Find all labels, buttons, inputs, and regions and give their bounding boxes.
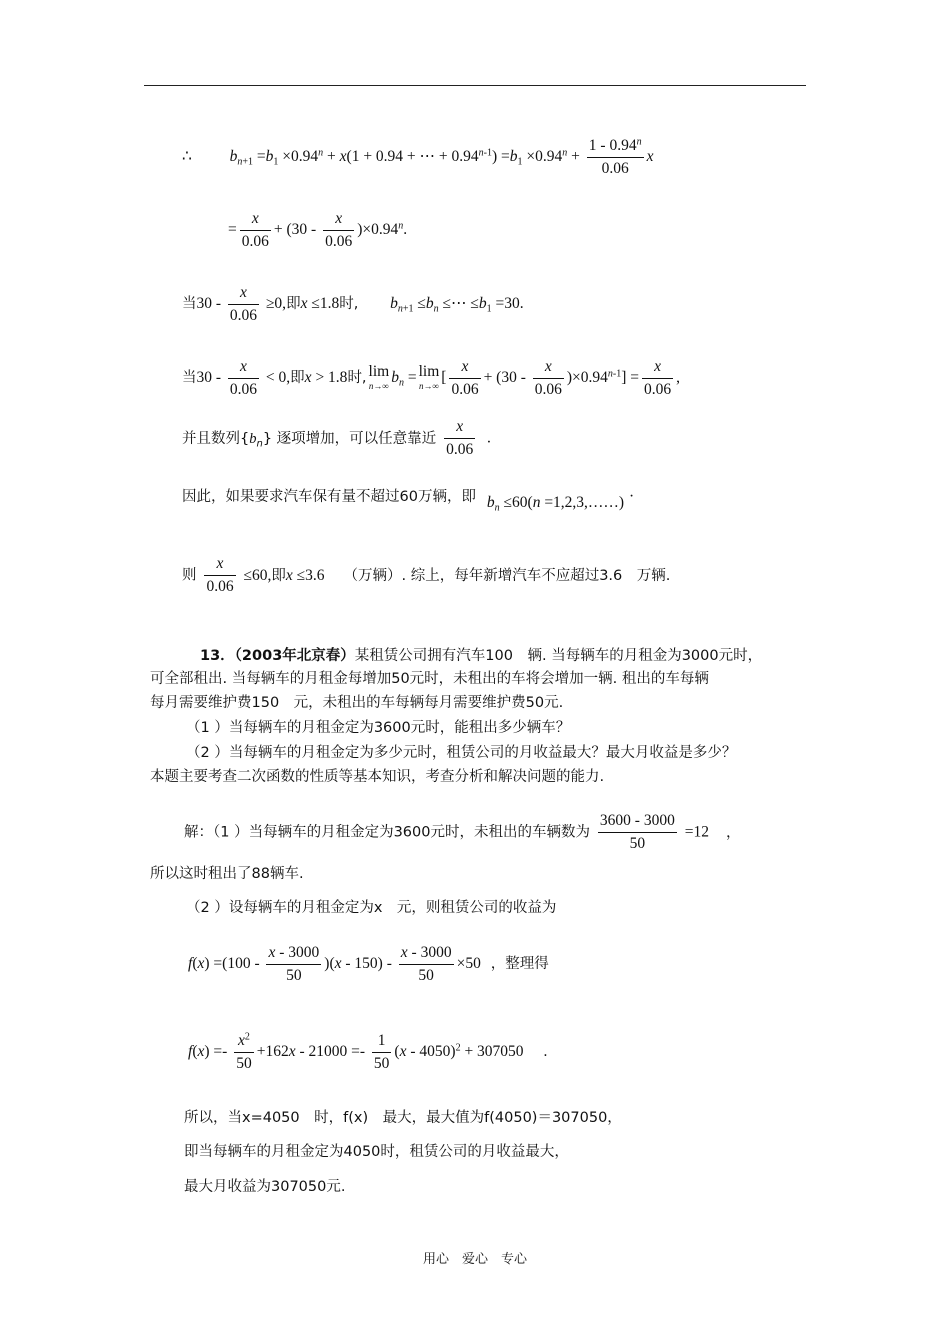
case-x-le-18: 当30 - $\frac{x}{0.06}$ ≥0,即x ≤1.8时, $b_{n+1} \le b_n$ ≤⋯ $\le b_1 =30$. (182, 282, 524, 327)
fraction-x3000-50b: $\frac{x - 3000}{50}$ (400, 944, 452, 984)
problem13-note: 本题主要考查二次函数的性质等基本知识，考查分析和解决问题的能力. (150, 769, 605, 785)
fraction-x3000-50: $\frac{x - 3000}{50}$ (268, 944, 320, 984)
therefore-symbol: ∴ (182, 148, 192, 166)
fraction-x2-50: $\frac{x^2}{50}$ (236, 1031, 252, 1072)
fraction-x-006h: $\frac{x}{0.06}$ (446, 418, 474, 458)
limit-symbol: lim n→∞ (368, 362, 390, 391)
sequence-increase-text: 并且数列$\{b_n\}$ 逐项增加，可以任意靠近 $\frac{x}{0.06}$ . (182, 416, 491, 461)
conclusion-text: 则 $\frac{x}{0.06}$ ≤60,即x ≤3.6 （万辆）. 综上，每年新增汽车不应超过3.6 万辆. (182, 553, 670, 598)
problem13-q2: （2 ）当每辆车的月租金定为多少元时，租赁公司的月收益最大？最大月收益是多少？ (186, 745, 737, 761)
answer-part1-line2: 所以这时租出了88辆车. (150, 866, 304, 882)
answer-part2-intro: （2 ）设每辆车的月租金定为x 元，则租赁公司的收益为 (186, 900, 557, 916)
page-footer: 用心 爱心 专心 (422, 1252, 527, 1267)
therefore-text: 因此，如果要求汽车保有量不超过60万辆，即 $b_n \le 60(n$ =1,2,3,……) · (182, 488, 635, 514)
fraction-geom-sum: $\frac{1 - 0.94^n}{0.06}$ (588, 136, 642, 177)
conclusion-line2: 即当每辆车的月租金定为4050时，租赁公司的月收益最大， (184, 1144, 569, 1160)
case-x-gt-18: 当30 - $\frac{x}{0.06}$ < 0,即x > 1.8时, lim n→∞ $b_n$ = lim n→∞ [ $\frac{x}{0.06}$ + (30 - $\frac{x}{0.06}$ )$\times 0.94^{n-1}$] = $\frac{x}{0.06}$ , (182, 356, 680, 401)
equation-bn2: = $\frac{x}{0.06}$ + (30 - $\frac{x}{0.06}$ )$\times 0.94^n$. (228, 208, 407, 253)
fraction-x-006c: $\frac{x}{0.06}$ (229, 284, 258, 324)
conclusion-line1: 所以，当x=4050 时，f(x) 最大，最大值为f(4050)＝307050， (184, 1110, 622, 1126)
fraction-x-006d: $\frac{x}{0.06}$ (229, 358, 258, 398)
fraction-x-006: $\frac{x}{0.06}$ (241, 210, 269, 250)
conclusion-line3: 最大月收益为307050元. (184, 1179, 346, 1195)
answer-part1: 解：（1 ）当每辆车的月租金定为3600元时，未租出的车辆数为 $\frac{3600 - 3000}{50}$ =12 ， (184, 810, 740, 855)
profit-function-simplified: f(x) =- $\frac{x^2}{50}$ +162x - 21000 =- $\frac{1}{50}$ (x - 4050)$^2$ + 307050 . (188, 1030, 547, 1075)
problem13-line1: 13．（2003年北京春）某租赁公司拥有汽车100 辆. 当每辆车的月租金为3000元时， (200, 648, 763, 664)
fraction-1-50: $\frac{1}{50}$ (373, 1032, 390, 1072)
fraction-x-006i: $\frac{x}{0.06}$ (206, 555, 234, 595)
problem13-q1: （1 ）当每辆车的月租金定为3600元时，能租出多少辆车？ (186, 720, 571, 736)
equation-bn1: ∴ $b_{n+1} =b_1 \times 0.94^n + x(1 + 0.94$ + ⋯ + $0.94^{n-1}) =b_1 \times 0.94^n$ + $\frac{1 - 0.94^n}{0.06}$ x (182, 135, 653, 180)
problem13-line3: 每月需要维护费150 元，未租出的车每辆每月需要维护费50元. (150, 695, 564, 711)
profit-function: f(x) =(100 - $\frac{x - 3000}{50}$ )(x - 150) - $\frac{x - 3000}{50}$ ×50 ，整理得 (188, 942, 549, 987)
fraction-unrented: $\frac{3600 - 3000}{50}$ (599, 812, 675, 852)
fraction-x-006e: $\frac{x}{0.06}$ (451, 358, 479, 398)
fraction-x-006b: $\frac{x}{0.06}$ (325, 210, 353, 250)
limit-symbol-2: lim n→∞ (418, 362, 440, 391)
fraction-x-006g: $\frac{x}{0.06}$ (644, 358, 672, 398)
fraction-x-006f: $\frac{x}{0.06}$ (534, 358, 562, 398)
header-rule (144, 85, 806, 86)
problem13-line2: 可全部租出. 当每辆车的月租金每增加50元时，未租出的车将会增加一辆. 租出的车每辆 (150, 671, 709, 687)
